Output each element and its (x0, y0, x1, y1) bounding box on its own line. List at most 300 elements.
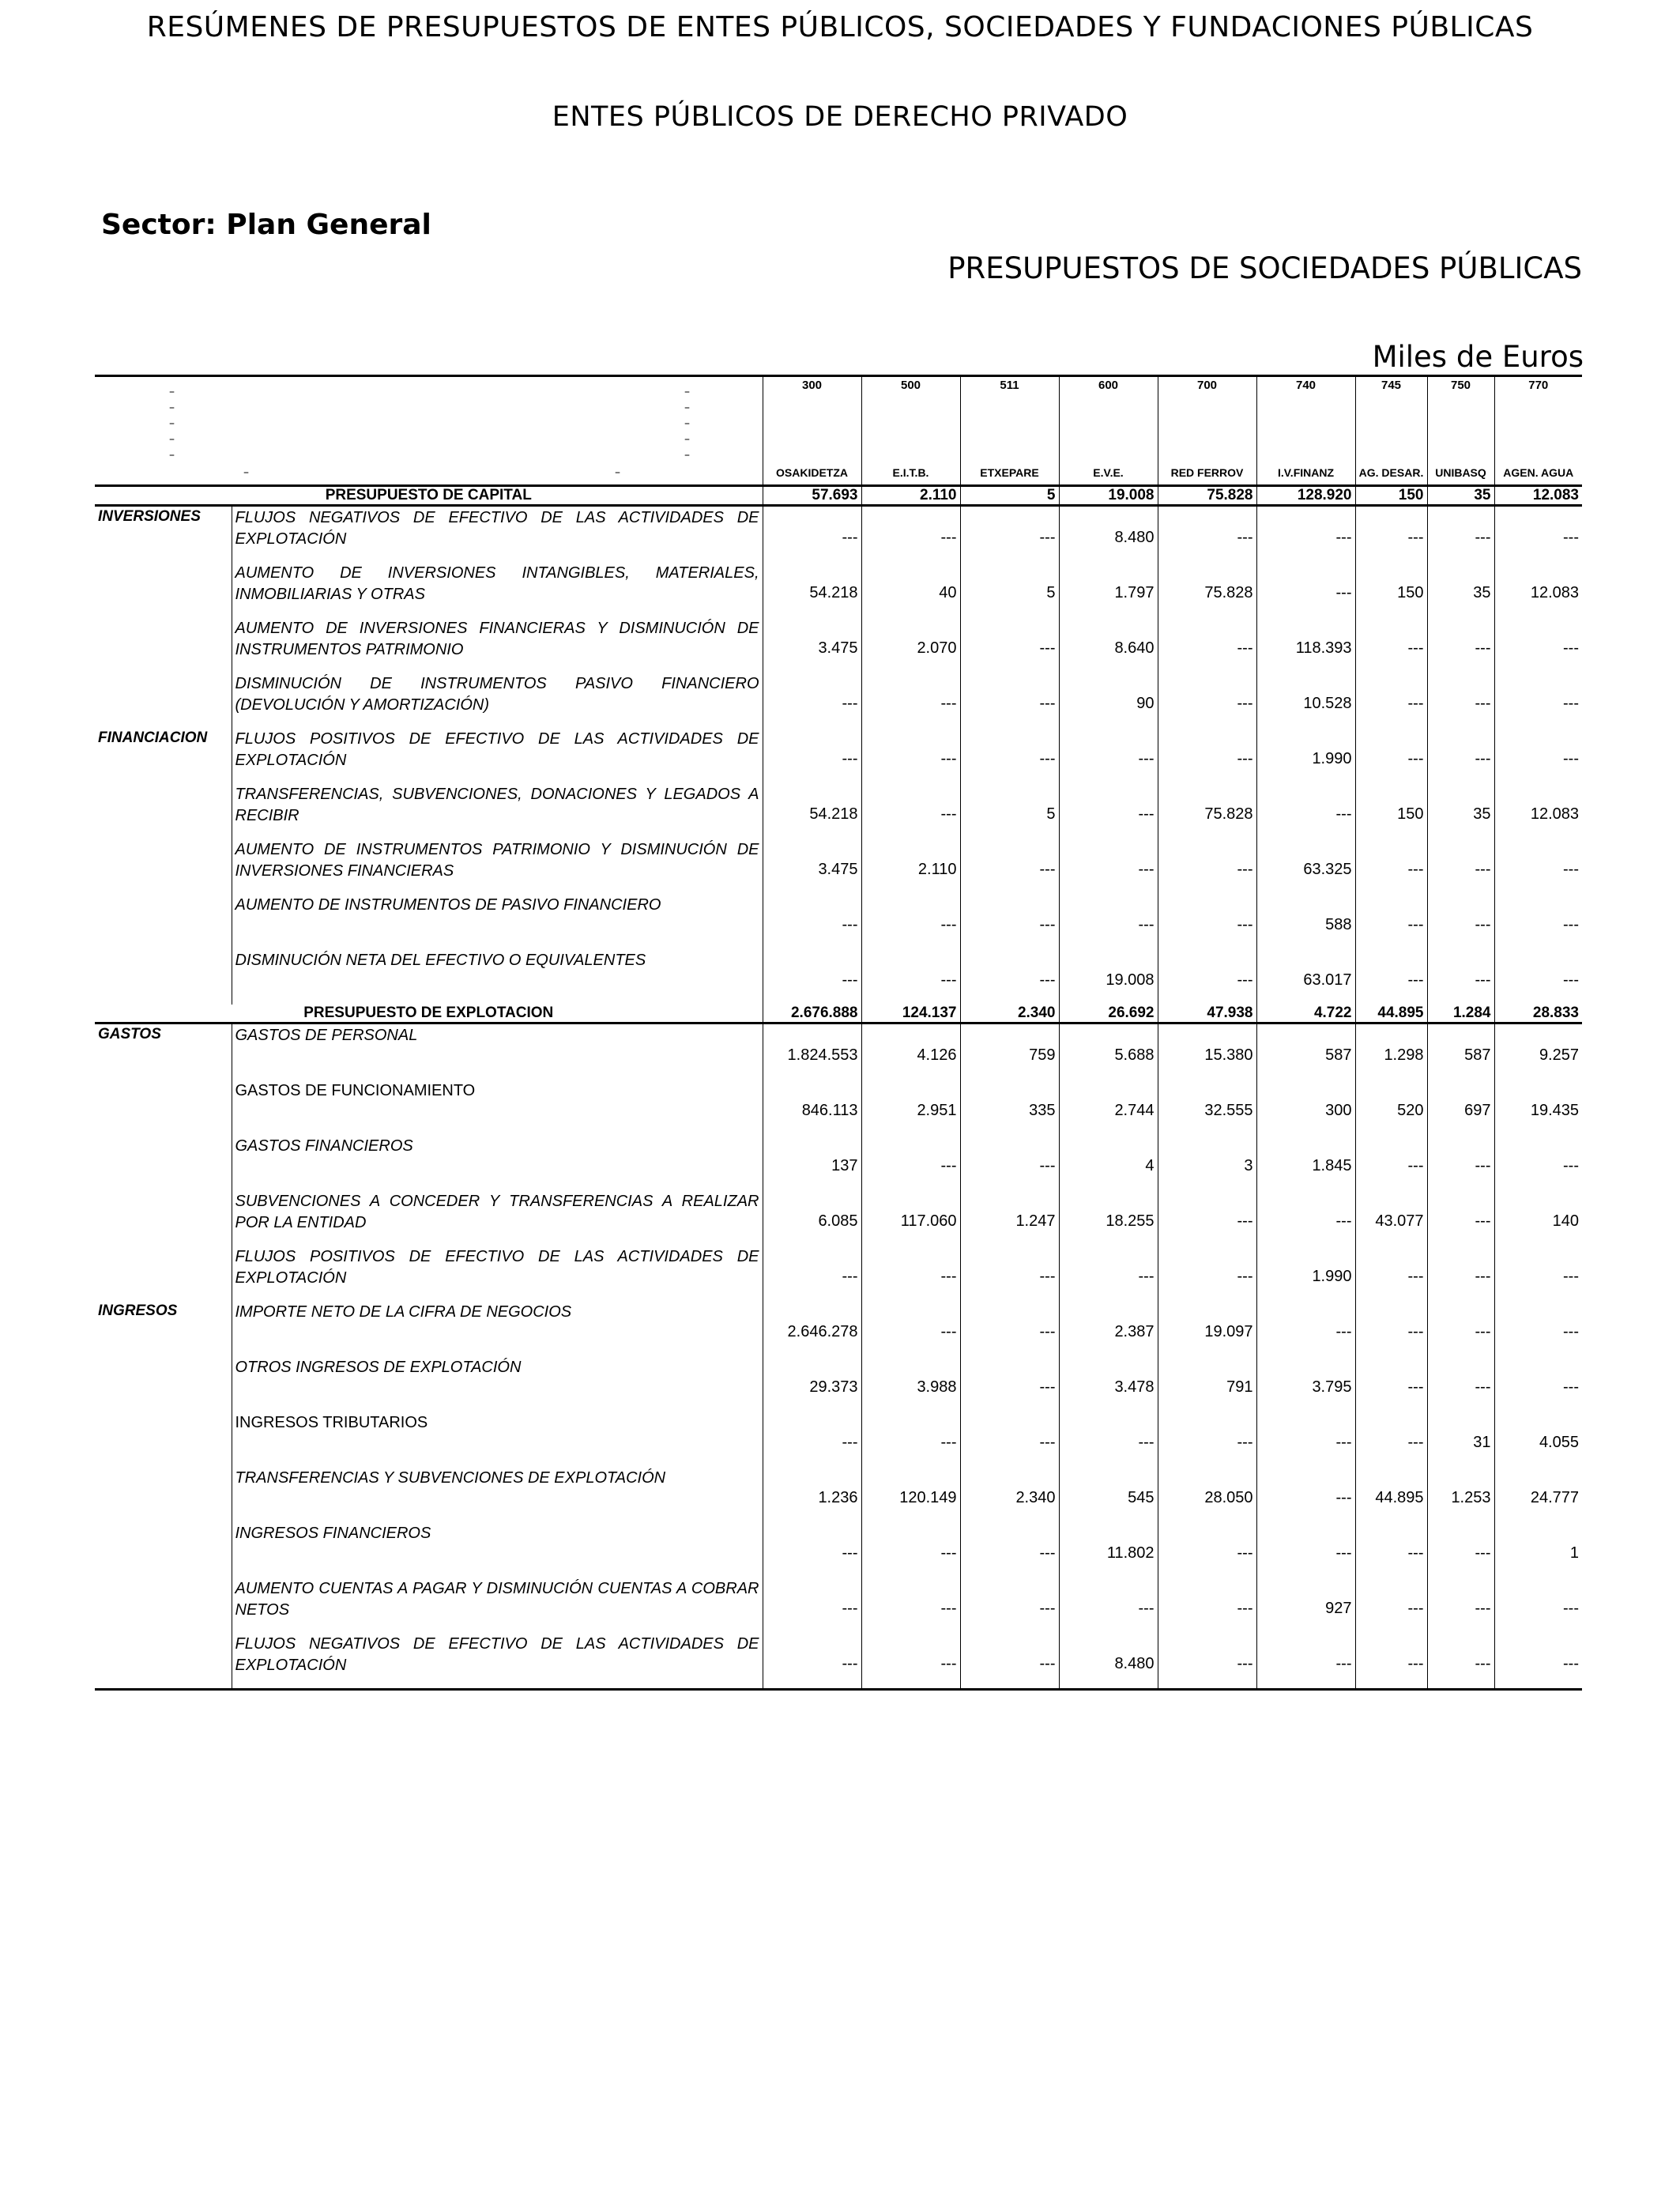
row-value: 3 (1158, 1135, 1256, 1190)
capital-budget-total-value: 2.110 (861, 486, 960, 506)
capital-budget-row (95, 617, 1582, 673)
row-value: --- (1256, 783, 1355, 839)
row-value: 3.478 (1059, 1356, 1158, 1412)
row-group-label (95, 1578, 232, 1633)
row-value: --- (763, 673, 861, 728)
capital-budget-row (95, 949, 1582, 1005)
row-value: 927 (1256, 1578, 1355, 1633)
row-value: 3.475 (763, 839, 861, 894)
row-value: --- (1355, 1412, 1427, 1467)
row-label: SUBVENCIONES A CONCEDER Y TRANSFERENCIAS A REALIZAR POR LA ENTIDAD (232, 1190, 763, 1246)
row-value: --- (960, 1633, 1059, 1690)
operating-budget-total-value: 28.833 (1494, 1005, 1582, 1023)
operating-budget-total-value: 124.137 (861, 1005, 960, 1023)
row-value: --- (763, 894, 861, 949)
row-value: --- (763, 1578, 861, 1633)
row-group-label (95, 949, 232, 1005)
row-value: --- (1059, 1246, 1158, 1301)
row-group-label (95, 1190, 232, 1246)
row-value: --- (1427, 673, 1494, 728)
column-code-row (95, 376, 1582, 462)
row-group-label: FINANCIACION (98, 729, 208, 746)
row-value: --- (1158, 839, 1256, 894)
row-value: 44.895 (1355, 1467, 1427, 1522)
row-value: 1.797 (1059, 562, 1158, 617)
row-value: --- (960, 1356, 1059, 1412)
row-value: 1.990 (1256, 728, 1355, 783)
row-value: --- (1427, 949, 1494, 1005)
column-name: AG. DESAR. (1355, 461, 1427, 486)
row-label: AUMENTO CUENTAS A PAGAR Y DISMINUCIÓN CUENTAS A COBRAR NETOS (232, 1578, 763, 1633)
row-value: --- (1427, 1190, 1494, 1246)
row-value: --- (1059, 839, 1158, 894)
row-label: AUMENTO DE INSTRUMENTOS PATRIMONIO Y DISMINUCIÓN DE INVERSIONES FINANCIERAS (232, 839, 763, 894)
capital-budget-row (95, 562, 1582, 617)
capital-budget-row (95, 894, 1582, 949)
column-code: 770 (1494, 376, 1582, 462)
row-value: --- (1494, 949, 1582, 1005)
row-value: 8.480 (1059, 506, 1158, 563)
header-blank-cell (232, 376, 763, 462)
section-title: PRESUPUESTOS DE SOCIEDADES PÚBLICAS (947, 251, 1582, 285)
row-value: 12.083 (1494, 562, 1582, 617)
row-value: --- (1494, 1135, 1582, 1190)
row-value: 1.247 (960, 1190, 1059, 1246)
row-value: --- (763, 1246, 861, 1301)
row-value: 1.253 (1427, 1467, 1494, 1522)
row-value: --- (960, 839, 1059, 894)
row-value: --- (1355, 949, 1427, 1005)
row-value: --- (861, 1135, 960, 1190)
row-value: --- (1427, 728, 1494, 783)
row-group-label (95, 1522, 232, 1578)
row-group-label (95, 1246, 232, 1301)
row-value: --- (1256, 1467, 1355, 1522)
row-value: 54.218 (763, 783, 861, 839)
row-value: 4 (1059, 1135, 1158, 1190)
row-value: --- (1355, 1578, 1427, 1633)
row-value: --- (1158, 1578, 1256, 1633)
row-value: 35 (1427, 783, 1494, 839)
row-value: --- (763, 1522, 861, 1578)
row-value: 63.017 (1256, 949, 1355, 1005)
row-value: 120.149 (861, 1467, 960, 1522)
document-title: RESÚMENES DE PRESUPUESTOS DE ENTES PÚBLICOS, SOCIEDADES Y FUNDACIONES PÚBLICAS (146, 11, 1534, 43)
row-label: IMPORTE NETO DE LA CIFRA DE NEGOCIOS (232, 1301, 763, 1356)
capital-budget-total-value: 12.083 (1494, 486, 1582, 506)
row-value: --- (1494, 894, 1582, 949)
row-value: --- (1158, 673, 1256, 728)
column-name: E.I.T.B. (861, 461, 960, 486)
row-value: --- (763, 949, 861, 1005)
row-group-label (95, 673, 232, 728)
row-value: --- (1256, 1633, 1355, 1690)
units-label: Miles de Euros (1372, 340, 1584, 374)
row-label: DISMINUCIÓN DE INSTRUMENTOS PASIVO FINANCIERO (DEVOLUCIÓN Y AMORTIZACIÓN) (232, 673, 763, 728)
row-value: --- (1059, 1578, 1158, 1633)
header-blank-cell (95, 461, 232, 486)
row-value: --- (861, 1633, 960, 1690)
row-value: 140 (1494, 1190, 1582, 1246)
row-value: --- (763, 506, 861, 563)
row-value: 791 (1158, 1356, 1256, 1412)
row-value: 31 (1427, 1412, 1494, 1467)
operating-budget-total-value: 4.722 (1256, 1005, 1355, 1023)
column-name: I.V.FINANZ (1256, 461, 1355, 486)
row-value: --- (1256, 1412, 1355, 1467)
capital-budget-total-row (95, 486, 1582, 506)
row-label: DISMINUCIÓN NETA DEL EFECTIVO O EQUIVALENTES (232, 949, 763, 1005)
row-value: 12.083 (1494, 783, 1582, 839)
row-value: 35 (1427, 562, 1494, 617)
capital-budget-row (95, 673, 1582, 728)
operating-budget-row (95, 1356, 1582, 1412)
row-label: FLUJOS NEGATIVOS DE EFECTIVO DE LAS ACTIVIDADES DE EXPLOTACIÓN (232, 506, 763, 563)
row-value: 54.218 (763, 562, 861, 617)
row-value: --- (1494, 673, 1582, 728)
row-value: --- (1355, 617, 1427, 673)
row-value: --- (1059, 1412, 1158, 1467)
row-value: --- (861, 1522, 960, 1578)
row-value: --- (960, 1135, 1059, 1190)
operating-budget-total-value: 44.895 (1355, 1005, 1427, 1023)
row-value: 9.257 (1494, 1023, 1582, 1080)
row-label: GASTOS DE FUNCIONAMIENTO (232, 1080, 763, 1135)
capital-budget-row (95, 728, 1582, 783)
row-value: --- (1494, 1246, 1582, 1301)
operating-budget-row (95, 1246, 1582, 1301)
row-value: 335 (960, 1080, 1059, 1135)
row-label: AUMENTO DE INSTRUMENTOS DE PASIVO FINANCIERO (232, 894, 763, 949)
column-code: 511 (960, 376, 1059, 462)
row-value: 137 (763, 1135, 861, 1190)
capital-budget-total-value: 19.008 (1059, 486, 1158, 506)
row-value: --- (960, 673, 1059, 728)
row-value: --- (763, 1412, 861, 1467)
operating-budget-total-value: 1.284 (1427, 1005, 1494, 1023)
capital-budget-total-value: 150 (1355, 486, 1427, 506)
row-value: 4.055 (1494, 1412, 1582, 1467)
row-value: --- (1494, 1301, 1582, 1356)
row-value: --- (1427, 617, 1494, 673)
row-label: TRANSFERENCIAS Y SUBVENCIONES DE EXPLOTACIÓN (232, 1467, 763, 1522)
row-group-label (95, 1412, 232, 1467)
operating-budget-row (95, 1301, 1582, 1356)
row-value: --- (1427, 1578, 1494, 1633)
row-value: --- (861, 1412, 960, 1467)
row-value: --- (1494, 1356, 1582, 1412)
capital-budget-total-value: 57.693 (763, 486, 861, 506)
row-value: 1 (1494, 1522, 1582, 1578)
row-value: 520 (1355, 1080, 1427, 1135)
column-code: 500 (861, 376, 960, 462)
row-group-label (95, 1135, 232, 1190)
column-name: RED FERROV (1158, 461, 1256, 486)
row-value: 19.097 (1158, 1301, 1256, 1356)
row-label: FLUJOS POSITIVOS DE EFECTIVO DE LAS ACTIVIDADES DE EXPLOTACIÓN (232, 1246, 763, 1301)
row-value: 2.744 (1059, 1080, 1158, 1135)
row-value: 3.475 (763, 617, 861, 673)
row-value: 8.480 (1059, 1633, 1158, 1690)
column-name: UNIBASQ (1427, 461, 1494, 486)
row-label: GASTOS DE PERSONAL (232, 1023, 763, 1080)
header-blank-cell (95, 376, 232, 462)
row-value: --- (1158, 506, 1256, 563)
operating-budget-row (95, 1633, 1582, 1690)
row-value: --- (763, 728, 861, 783)
column-name-row (95, 461, 1582, 486)
capital-budget-total-value: 35 (1427, 486, 1494, 506)
row-group-label (95, 839, 232, 894)
capital-budget-label: PRESUPUESTO DE CAPITAL (325, 487, 532, 503)
row-value: --- (960, 1522, 1059, 1578)
budget-table-body (95, 376, 1582, 1690)
row-value: 10.528 (1256, 673, 1355, 728)
document-subtitle: ENTES PÚBLICOS DE DERECHO PRIVADO (552, 101, 1128, 133)
row-value: --- (1158, 1522, 1256, 1578)
row-group-label: INVERSIONES (95, 506, 232, 563)
row-value: --- (1427, 1356, 1494, 1412)
row-group-label (95, 894, 232, 949)
row-value: --- (1355, 839, 1427, 894)
row-value: 2.340 (960, 1467, 1059, 1522)
row-value: 1.845 (1256, 1135, 1355, 1190)
row-value: 5.688 (1059, 1023, 1158, 1080)
row-value: --- (1494, 1578, 1582, 1633)
row-value: --- (1427, 1522, 1494, 1578)
row-value: --- (1427, 1246, 1494, 1301)
row-value: --- (861, 1301, 960, 1356)
operating-budget-total-value: 2.676.888 (763, 1005, 861, 1023)
row-value: --- (1355, 673, 1427, 728)
row-value: --- (861, 673, 960, 728)
row-value: --- (960, 949, 1059, 1005)
header-placeholder-marks-right: – – – – – (684, 386, 690, 462)
row-label: FLUJOS POSITIVOS DE EFECTIVO DE LAS ACTIVIDADES DE EXPLOTACIÓN (232, 728, 763, 783)
row-value: --- (861, 728, 960, 783)
column-code: 700 (1158, 376, 1256, 462)
row-value: --- (1158, 1633, 1256, 1690)
budget-table (95, 375, 1582, 1691)
column-code: 740 (1256, 376, 1355, 462)
row-value: --- (960, 617, 1059, 673)
operating-budget-label: PRESUPUESTO DE EXPLOTACION (303, 1005, 554, 1021)
row-value: --- (960, 1412, 1059, 1467)
row-label: GASTOS FINANCIEROS (232, 1135, 763, 1190)
sector-label: Sector: Plan General (101, 209, 431, 241)
row-value: --- (1158, 728, 1256, 783)
row-value: --- (1355, 1633, 1427, 1690)
row-value: 90 (1059, 673, 1158, 728)
capital-budget-row (95, 783, 1582, 839)
row-value: --- (861, 894, 960, 949)
header-placeholder-mark: – (615, 466, 620, 479)
row-value: 2.387 (1059, 1301, 1158, 1356)
row-label: INGRESOS FINANCIEROS (232, 1522, 763, 1578)
row-group-label: GASTOS (95, 1023, 232, 1080)
operating-budget-total-value: 47.938 (1158, 1005, 1256, 1023)
row-value: --- (1256, 506, 1355, 563)
row-label: OTROS INGRESOS DE EXPLOTACIÓN (232, 1356, 763, 1412)
row-value: --- (861, 506, 960, 563)
header-placeholder-marks-left: – – – – – (169, 386, 175, 462)
row-group-label (95, 1080, 232, 1135)
operating-budget-row (95, 1080, 1582, 1135)
operating-budget-row (95, 1578, 1582, 1633)
row-value: 300 (1256, 1080, 1355, 1135)
row-value: 587 (1427, 1023, 1494, 1080)
row-value: --- (960, 506, 1059, 563)
column-code: 745 (1355, 376, 1427, 462)
row-value: --- (1256, 1190, 1355, 1246)
row-value: --- (1355, 1246, 1427, 1301)
row-value: 150 (1355, 562, 1427, 617)
row-group-label (95, 783, 232, 839)
row-value: --- (1355, 1356, 1427, 1412)
row-value: --- (861, 1578, 960, 1633)
row-value: --- (960, 1301, 1059, 1356)
row-value: 2.951 (861, 1080, 960, 1135)
row-group-label (95, 1633, 232, 1690)
operating-budget-row (95, 1190, 1582, 1246)
row-value: --- (1355, 506, 1427, 563)
row-value: 75.828 (1158, 783, 1256, 839)
row-value: --- (1256, 1522, 1355, 1578)
row-value: 118.393 (1256, 617, 1355, 673)
row-value: --- (1158, 949, 1256, 1005)
row-value: 5 (960, 783, 1059, 839)
row-value: --- (1427, 1301, 1494, 1356)
row-value: 2.110 (861, 839, 960, 894)
row-value: --- (960, 728, 1059, 783)
row-value: --- (861, 949, 960, 1005)
column-code: 300 (763, 376, 861, 462)
row-value: --- (1494, 617, 1582, 673)
row-value: 24.777 (1494, 1467, 1582, 1522)
row-value: --- (1427, 506, 1494, 563)
row-value: 28.050 (1158, 1467, 1256, 1522)
capital-budget-total-value: 75.828 (1158, 486, 1256, 506)
row-value: 3.795 (1256, 1356, 1355, 1412)
capital-budget-total-value: 5 (960, 486, 1059, 506)
row-value: --- (1355, 1522, 1427, 1578)
row-value: 63.325 (1256, 839, 1355, 894)
row-value: --- (1427, 894, 1494, 949)
row-value: 3.988 (861, 1356, 960, 1412)
row-value: 759 (960, 1023, 1059, 1080)
row-value: 19.008 (1059, 949, 1158, 1005)
row-label: AUMENTO DE INVERSIONES FINANCIERAS Y DISMINUCIÓN DE INSTRUMENTOS PATRIMONIO (232, 617, 763, 673)
row-value: 587 (1256, 1023, 1355, 1080)
column-name: ETXEPARE (960, 461, 1059, 486)
row-value: 29.373 (763, 1356, 861, 1412)
row-value: --- (960, 894, 1059, 949)
row-value: --- (1059, 783, 1158, 839)
row-value: --- (1427, 839, 1494, 894)
operating-budget-row (95, 1412, 1582, 1467)
row-label: INGRESOS TRIBUTARIOS (232, 1412, 763, 1467)
row-value: 1.824.553 (763, 1023, 861, 1080)
column-name: OSAKIDETZA (763, 461, 861, 486)
row-group-label (95, 1467, 232, 1522)
row-value: 15.380 (1158, 1023, 1256, 1080)
operating-budget-row (95, 1467, 1582, 1522)
row-label: FLUJOS NEGATIVOS DE EFECTIVO DE LAS ACTIVIDADES DE EXPLOTACIÓN (232, 1633, 763, 1690)
row-group-label (95, 617, 232, 673)
row-value: 1.990 (1256, 1246, 1355, 1301)
row-value: --- (1256, 1301, 1355, 1356)
row-value: 11.802 (1059, 1522, 1158, 1578)
row-group-label (95, 1356, 232, 1412)
row-value: 1.236 (763, 1467, 861, 1522)
row-value: 43.077 (1355, 1190, 1427, 1246)
row-value: 6.085 (763, 1190, 861, 1246)
row-value: 75.828 (1158, 562, 1256, 617)
header-blank-cell (232, 461, 763, 486)
row-value: 5 (960, 562, 1059, 617)
row-value: 117.060 (861, 1190, 960, 1246)
row-value: --- (1256, 562, 1355, 617)
row-value: --- (1158, 894, 1256, 949)
row-value: --- (1355, 1135, 1427, 1190)
row-value: 697 (1427, 1080, 1494, 1135)
operating-budget-row (95, 1522, 1582, 1578)
row-value: --- (1158, 1190, 1256, 1246)
row-group-label (95, 562, 232, 617)
row-value: 19.435 (1494, 1080, 1582, 1135)
column-code: 750 (1427, 376, 1494, 462)
row-value: --- (1494, 506, 1582, 563)
row-group-label: INGRESOS (98, 1302, 178, 1319)
row-value: 150 (1355, 783, 1427, 839)
row-value: --- (1427, 1633, 1494, 1690)
row-label: TRANSFERENCIAS, SUBVENCIONES, DONACIONES Y LEGADOS A RECIBIR (232, 783, 763, 839)
row-value: --- (1059, 728, 1158, 783)
row-value: 4.126 (861, 1023, 960, 1080)
operating-budget-total-row (95, 1005, 1582, 1023)
row-value: 32.555 (1158, 1080, 1256, 1135)
row-value: 588 (1256, 894, 1355, 949)
row-value: --- (1355, 1301, 1427, 1356)
row-value: --- (1355, 728, 1427, 783)
row-value: 1.298 (1355, 1023, 1427, 1080)
row-value: 8.640 (1059, 617, 1158, 673)
row-value: --- (861, 783, 960, 839)
capital-budget-row (95, 506, 1582, 563)
header-placeholder-mark: – (243, 466, 249, 479)
operating-budget-row (95, 1135, 1582, 1190)
operating-budget-total-value: 26.692 (1059, 1005, 1158, 1023)
row-value: 18.255 (1059, 1190, 1158, 1246)
row-value: --- (763, 1633, 861, 1690)
row-value: 545 (1059, 1467, 1158, 1522)
column-code: 600 (1059, 376, 1158, 462)
capital-budget-total-value: 128.920 (1256, 486, 1355, 506)
row-value: --- (960, 1246, 1059, 1301)
row-label: AUMENTO DE INVERSIONES INTANGIBLES, MATERIALES, INMOBILIARIAS Y OTRAS (232, 562, 763, 617)
row-value: --- (1494, 728, 1582, 783)
operating-budget-total-value: 2.340 (960, 1005, 1059, 1023)
row-value: --- (1494, 1633, 1582, 1690)
row-value: 40 (861, 562, 960, 617)
row-value: 2.646.278 (763, 1301, 861, 1356)
row-value: --- (1158, 617, 1256, 673)
row-value: --- (960, 1578, 1059, 1633)
capital-budget-row (95, 839, 1582, 894)
row-value: --- (1494, 839, 1582, 894)
column-name: AGEN. AGUA (1494, 461, 1582, 486)
row-value: --- (1059, 894, 1158, 949)
